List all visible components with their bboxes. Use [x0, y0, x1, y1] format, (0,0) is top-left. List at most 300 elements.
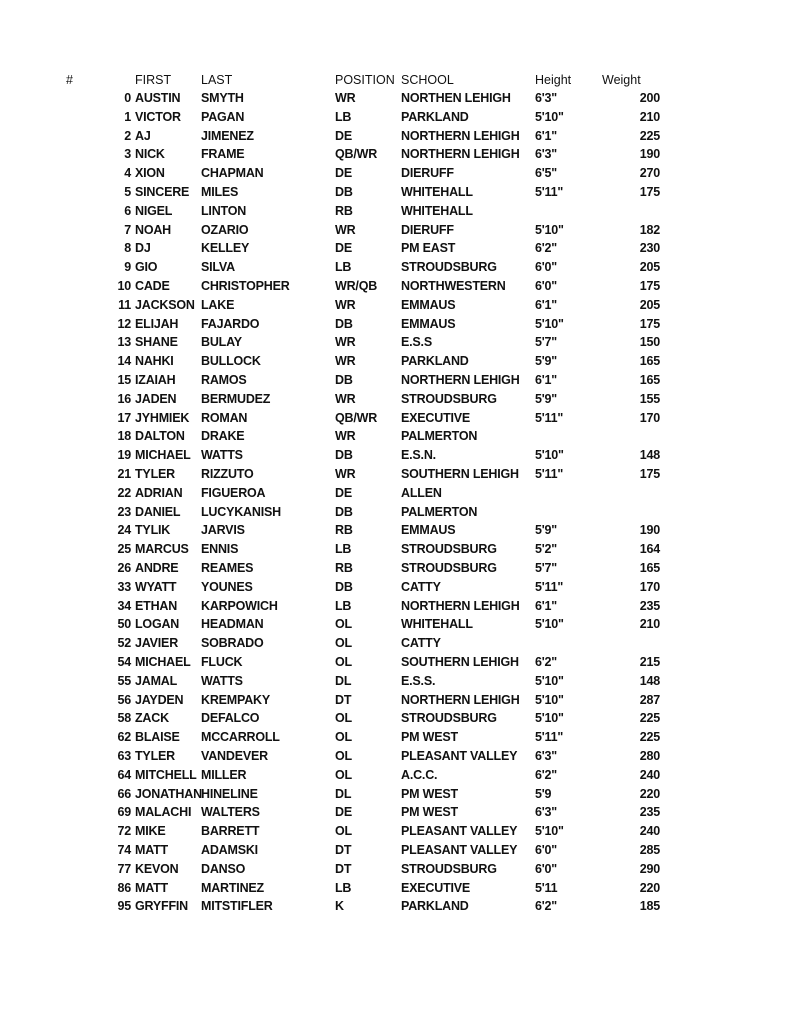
height-cell: 5'9" [535, 391, 558, 406]
roster-number-cell: 66 [117, 786, 131, 801]
first-name-cell: GRYFFIN [135, 899, 188, 914]
school-cell: A.C.C. [401, 767, 438, 782]
position-cell: WR [335, 91, 356, 105]
school-cell: SOUTHERN LEHIGH [401, 467, 519, 481]
last-name-cell: HINELINE [201, 786, 258, 801]
first-name-cell: JAVIER [135, 636, 179, 651]
position-cell: DL [335, 673, 352, 688]
height-cell: 6'2" [535, 241, 558, 256]
school-cell: PM WEST [401, 805, 458, 820]
first-name-cell: DANIEL [135, 504, 181, 519]
position-cell: RB [335, 203, 353, 218]
height-cell: 6'3" [535, 749, 558, 763]
first-name-cell: XION [135, 166, 165, 181]
table-row [0, 427, 791, 445]
first-name-cell: MARCUS [135, 542, 189, 557]
roster-number-cell: 69 [117, 805, 131, 820]
first-name-cell: NAHKI [135, 354, 174, 369]
first-name-cell: JONATHAN [135, 786, 202, 801]
school-cell: PARKLAND [401, 109, 469, 124]
position-cell: RB [335, 561, 353, 575]
school-cell: STROUDSBURG [401, 861, 497, 876]
first-name-cell: MICHAEL [135, 448, 191, 463]
first-name-cell: MITCHELL [135, 767, 197, 782]
height-cell: 5'10" [535, 673, 564, 688]
last-name-cell: LAKE [201, 297, 235, 312]
position-cell: LB [335, 260, 352, 275]
position-cell: DB [335, 316, 353, 331]
roster-number-cell: 7 [124, 222, 131, 237]
first-name-cell: DJ [135, 241, 151, 256]
position-cell: QB/WR [335, 410, 378, 425]
height-cell: 5'10" [535, 448, 564, 463]
table-row [0, 202, 791, 220]
weight-cell: 235 [639, 598, 660, 613]
first-name-cell: CADE [135, 279, 170, 293]
last-name-cell: REAMES [201, 561, 254, 575]
height-cell: 6'3" [535, 147, 558, 162]
last-name-cell: VANDEVER [201, 749, 268, 763]
position-cell: DB [335, 504, 353, 519]
height-cell: 5'11 [535, 880, 558, 895]
weight-cell: 175 [639, 279, 660, 293]
table-row [0, 747, 791, 765]
last-name-cell: SMYTH [201, 91, 244, 105]
roster-number-cell: 16 [117, 391, 131, 406]
roster-number-cell: 4 [124, 166, 131, 181]
position-cell: LB [335, 880, 352, 895]
school-cell: NORTHERN LEHIGH [401, 373, 520, 387]
first-name-cell: LOGAN [135, 617, 180, 632]
position-cell: K [335, 899, 344, 914]
school-cell: PALMERTON [401, 429, 478, 444]
height-cell: 6'2" [535, 767, 558, 782]
last-name-cell: DRAKE [201, 429, 245, 444]
height-cell: 5'11" [535, 467, 564, 481]
school-cell: STROUDSBURG [401, 260, 497, 275]
weight-cell: 165 [639, 373, 660, 387]
last-name-cell: BULAY [201, 335, 242, 350]
last-name-cell: LUCYKANISH [201, 504, 281, 519]
table-row [0, 352, 791, 370]
position-cell: WR [335, 297, 356, 312]
weight-cell: 175 [639, 467, 660, 481]
weight-cell: 205 [639, 297, 660, 312]
weight-cell: 170 [639, 410, 660, 425]
first-name-cell: AUSTIN [135, 91, 181, 105]
last-name-cell: CHRISTOPHER [201, 279, 290, 293]
school-cell: CATTY [401, 579, 441, 594]
table-row [0, 841, 791, 859]
first-name-cell: GIO [135, 260, 158, 275]
position-cell: DB [335, 579, 353, 594]
school-cell: EMMAUS [401, 316, 456, 331]
table-row [0, 597, 791, 615]
weight-cell: 230 [639, 241, 660, 256]
table-row [0, 183, 791, 201]
height-cell: 5'11" [535, 730, 564, 745]
school-cell: NORTHERN LEHIGH [401, 692, 520, 707]
roster-number-cell: 18 [117, 429, 131, 444]
roster-number-cell: 54 [117, 655, 131, 669]
weight-cell: 225 [639, 128, 660, 143]
table-row [0, 822, 791, 840]
roster-number-cell: 23 [117, 504, 131, 519]
table-row [0, 127, 791, 145]
school-cell: STROUDSBURG [401, 391, 497, 406]
roster-number-cell: 10 [117, 279, 131, 293]
position-cell: OL [335, 636, 352, 651]
school-cell: WHITEHALL [401, 203, 473, 218]
roster-number-cell: 50 [117, 617, 131, 632]
roster-number-cell: 77 [117, 861, 131, 876]
height-cell: 6'3" [535, 91, 558, 105]
height-cell: 6'0" [535, 861, 558, 876]
last-name-cell: MILLER [201, 767, 247, 782]
last-name-cell: KREMPAKY [201, 692, 271, 707]
last-name-cell: OZARIO [201, 222, 249, 237]
first-name-cell: SHANE [135, 335, 178, 350]
school-cell: E.S.N. [401, 448, 436, 463]
header-school: SCHOOL [401, 73, 454, 87]
weight-cell: 220 [639, 786, 660, 801]
table-row [0, 277, 791, 295]
table-row [0, 390, 791, 408]
position-cell: OL [335, 655, 352, 669]
school-cell: NORTHERN LEHIGH [401, 128, 520, 143]
last-name-cell: MCCARROLL [201, 730, 280, 745]
height-cell: 5'9" [535, 523, 558, 538]
height-cell: 5'9 [535, 786, 552, 801]
height-cell: 5'7" [535, 335, 558, 350]
last-name-cell: RAMOS [201, 373, 247, 387]
height-cell: 5'10" [535, 109, 564, 124]
height-cell: 5'2" [535, 542, 558, 557]
school-cell: PM WEST [401, 730, 458, 745]
last-name-cell: BULLOCK [201, 354, 261, 369]
first-name-cell: AJ [135, 128, 151, 143]
height-cell: 6'0" [535, 279, 558, 293]
height-cell: 6'1" [535, 128, 558, 143]
roster-number-cell: 63 [117, 749, 131, 763]
school-cell: EXECUTIVE [401, 410, 471, 425]
weight-cell: 225 [639, 730, 660, 745]
weight-cell: 210 [639, 617, 660, 632]
table-row [0, 672, 791, 690]
weight-cell: 165 [639, 354, 660, 369]
weight-cell: 155 [639, 391, 660, 406]
last-name-cell: DANSO [201, 861, 246, 876]
roster-number-cell: 13 [117, 335, 131, 350]
roster-number-cell: 72 [117, 824, 131, 839]
last-name-cell: DEFALCO [201, 711, 260, 726]
first-name-cell: BLAISE [135, 730, 180, 745]
table-row [0, 785, 791, 803]
position-cell: QB/WR [335, 147, 378, 162]
last-name-cell: BARRETT [201, 824, 260, 839]
school-cell: NORTHERN LEHIGH [401, 147, 520, 162]
last-name-cell: YOUNES [201, 579, 253, 594]
last-name-cell: SILVA [201, 260, 235, 275]
last-name-cell: ADAMSKI [201, 843, 258, 857]
header-first: FIRST [135, 73, 172, 87]
table-row [0, 315, 791, 333]
school-cell: SOUTHERN LEHIGH [401, 655, 519, 669]
last-name-cell: SOBRADO [201, 636, 264, 651]
first-name-cell: TYLER [135, 467, 175, 481]
position-cell: OL [335, 749, 352, 763]
roster-number-cell: 2 [124, 128, 131, 143]
position-cell: DE [335, 241, 352, 256]
weight-cell: 205 [639, 260, 660, 275]
table-row [0, 803, 791, 821]
school-cell: EMMAUS [401, 523, 456, 538]
height-cell: 5'10" [535, 617, 564, 632]
roster-number-cell: 95 [117, 899, 131, 914]
first-name-cell: MALACHI [135, 805, 192, 820]
roster-number-cell: 74 [117, 843, 131, 857]
position-cell: LB [335, 109, 352, 124]
position-cell: DE [335, 166, 352, 181]
last-name-cell: HEADMAN [201, 617, 264, 632]
height-cell: 5'11" [535, 185, 564, 199]
position-cell: OL [335, 824, 352, 839]
first-name-cell: IZAIAH [135, 373, 176, 387]
last-name-cell: CHAPMAN [201, 166, 264, 181]
first-name-cell: NOAH [135, 222, 172, 237]
roster-number-cell: 86 [117, 880, 131, 895]
last-name-cell: PAGAN [201, 109, 245, 124]
table-row [0, 879, 791, 897]
header-weight: Weight [602, 73, 641, 87]
height-cell: 5'10" [535, 316, 564, 331]
table-row [0, 897, 791, 915]
position-cell: WR [335, 429, 356, 444]
first-name-cell: MIKE [135, 824, 166, 839]
weight-cell: 287 [639, 692, 660, 707]
first-name-cell: SINCERE [135, 185, 190, 199]
roster-number-cell: 33 [117, 579, 131, 594]
height-cell: 5'10" [535, 222, 564, 237]
school-cell: EXECUTIVE [401, 880, 471, 895]
table-row [0, 239, 791, 257]
table-row [0, 559, 791, 577]
height-cell: 6'1" [535, 598, 558, 613]
header-number: # [66, 73, 73, 87]
table-row [0, 653, 791, 671]
table-row [0, 691, 791, 709]
weight-cell: 165 [639, 561, 660, 575]
position-cell: LB [335, 598, 352, 613]
weight-cell: 280 [639, 749, 660, 763]
last-name-cell: WATTS [201, 673, 243, 688]
last-name-cell: LINTON [201, 203, 247, 218]
first-name-cell: MATT [135, 843, 168, 857]
first-name-cell: NIGEL [135, 203, 173, 218]
position-cell: WR [335, 222, 356, 237]
first-name-cell: TYLIK [135, 523, 171, 538]
table-row [0, 578, 791, 596]
first-name-cell: JAYDEN [135, 692, 184, 707]
last-name-cell: FLUCK [201, 655, 243, 669]
first-name-cell: KEVON [135, 861, 179, 876]
first-name-cell: MICHAEL [135, 655, 191, 669]
height-cell: 6'1" [535, 373, 558, 387]
first-name-cell: JADEN [135, 391, 177, 406]
table-row [0, 333, 791, 351]
table-row [0, 465, 791, 483]
position-cell: DT [335, 861, 352, 876]
table-row [0, 258, 791, 276]
weight-cell: 170 [639, 579, 660, 594]
weight-cell: 240 [639, 767, 660, 782]
position-cell: RB [335, 523, 353, 538]
position-cell: OL [335, 730, 352, 745]
roster-number-cell: 26 [117, 561, 131, 575]
table-row [0, 371, 791, 389]
height-cell: 5'10" [535, 824, 564, 839]
last-name-cell: MILES [201, 185, 239, 199]
position-cell: DB [335, 373, 353, 387]
roster-number-cell: 64 [117, 767, 131, 782]
table-row [0, 221, 791, 239]
height-cell: 6'2" [535, 899, 558, 914]
table-row [0, 709, 791, 727]
school-cell: PLEASANT VALLEY [401, 824, 518, 839]
weight-cell: 220 [639, 880, 660, 895]
table-row [0, 521, 791, 539]
weight-cell: 210 [639, 109, 660, 124]
roster-number-cell: 56 [117, 692, 131, 707]
last-name-cell: ENNIS [201, 542, 239, 557]
last-name-cell: MITSTIFLER [201, 899, 273, 914]
roster-number-cell: 21 [117, 467, 131, 481]
roster-number-cell: 24 [117, 523, 131, 538]
position-cell: WR [335, 354, 356, 369]
last-name-cell: JARVIS [201, 523, 245, 538]
header-last: LAST [201, 73, 233, 87]
first-name-cell: JACKSON [135, 297, 195, 312]
height-cell: 5'10" [535, 692, 564, 707]
roster-number-cell: 15 [117, 373, 131, 387]
first-name-cell: ETHAN [135, 598, 178, 613]
height-cell: 6'0" [535, 843, 558, 857]
height-cell: 6'5" [535, 166, 558, 181]
last-name-cell: RIZZUTO [201, 467, 254, 481]
header-height: Height [535, 73, 572, 87]
table-row [0, 615, 791, 633]
table-row [0, 484, 791, 502]
position-cell: DB [335, 448, 353, 463]
school-cell: PM WEST [401, 786, 458, 801]
first-name-cell: JYHMIEK [135, 410, 190, 425]
last-name-cell: WATTS [201, 448, 243, 463]
table-row [0, 409, 791, 427]
roster-number-cell: 58 [117, 711, 131, 726]
position-cell: WR [335, 467, 356, 481]
table-row [0, 164, 791, 182]
last-name-cell: ROMAN [201, 410, 248, 425]
position-cell: OL [335, 767, 352, 782]
roster-number-cell: 55 [117, 673, 131, 688]
height-cell: 5'11" [535, 579, 564, 594]
first-name-cell: VICTOR [135, 109, 181, 124]
weight-cell: 270 [639, 166, 660, 181]
position-cell: WR [335, 391, 356, 406]
weight-cell: 285 [639, 843, 660, 857]
first-name-cell: ANDRE [135, 561, 179, 575]
roster-number-cell: 3 [124, 147, 131, 162]
roster-number-cell: 9 [124, 260, 131, 275]
position-cell: LB [335, 542, 352, 557]
school-cell: PLEASANT VALLEY [401, 843, 518, 857]
roster-number-cell: 22 [117, 485, 131, 500]
school-cell: NORTHWESTERN [401, 279, 506, 293]
weight-cell: 150 [639, 335, 660, 350]
table-row [0, 145, 791, 163]
table-row [0, 296, 791, 314]
last-name-cell: JIMENEZ [201, 128, 254, 143]
weight-cell: 190 [639, 523, 660, 538]
height-cell: 5'10" [535, 711, 564, 726]
table-row [0, 634, 791, 652]
last-name-cell: MARTINEZ [201, 880, 264, 895]
roster-number-cell: 17 [117, 410, 131, 425]
weight-cell: 235 [639, 805, 660, 820]
last-name-cell: FIGUEROA [201, 485, 266, 500]
position-cell: WR [335, 335, 356, 350]
school-cell: WHITEHALL [401, 185, 473, 199]
first-name-cell: ZACK [135, 711, 169, 726]
height-cell: 5'9" [535, 354, 558, 369]
last-name-cell: FRAME [201, 147, 245, 162]
roster-number-cell: 11 [118, 297, 131, 312]
first-name-cell: ELIJAH [135, 316, 179, 331]
position-cell: DT [335, 692, 352, 707]
first-name-cell: ADRIAN [135, 485, 183, 500]
weight-cell: 185 [639, 899, 660, 914]
table-row [0, 766, 791, 784]
height-cell: 5'7" [535, 561, 558, 575]
weight-cell: 240 [639, 824, 660, 839]
weight-cell: 175 [639, 185, 660, 199]
weight-cell: 175 [639, 316, 660, 331]
roster-number-cell: 1 [124, 109, 131, 124]
school-cell: NORTHEN LEHIGH [401, 91, 511, 105]
position-cell: OL [335, 617, 352, 632]
header-position: POSITION [335, 73, 395, 87]
position-cell: DE [335, 128, 352, 143]
position-cell: DT [335, 843, 352, 857]
roster-number-cell: 62 [117, 730, 131, 745]
weight-cell: 190 [639, 147, 660, 162]
school-cell: STROUDSBURG [401, 561, 497, 575]
roster-number-cell: 5 [124, 185, 131, 199]
roster-number-cell: 12 [117, 316, 131, 331]
first-name-cell: NICK [135, 147, 165, 162]
position-cell: WR/QB [335, 279, 378, 293]
table-row [0, 503, 791, 521]
position-cell: DE [335, 805, 352, 820]
first-name-cell: DALTON [135, 429, 185, 444]
school-cell: PM EAST [401, 241, 456, 256]
weight-cell: 290 [639, 861, 660, 876]
roster-number-cell: 14 [117, 354, 131, 369]
last-name-cell: BERMUDEZ [201, 391, 271, 406]
school-cell: E.S.S. [401, 673, 436, 688]
roster-number-cell: 25 [117, 542, 131, 557]
table-header [0, 71, 791, 89]
